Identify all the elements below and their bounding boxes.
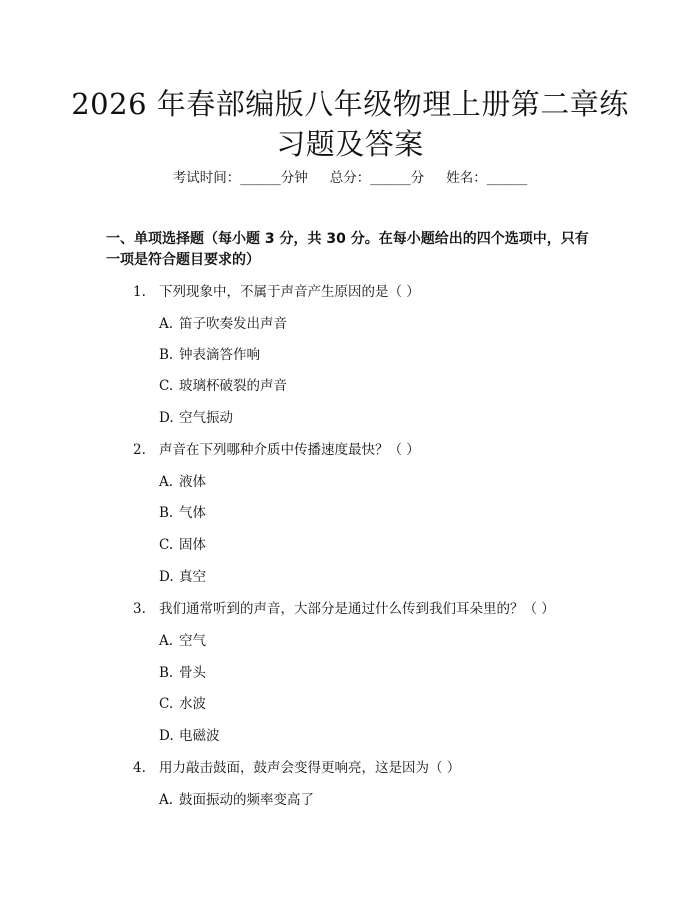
option-letter: B. — [159, 505, 174, 521]
option-text: 电磁波 — [179, 728, 220, 744]
option-text: 真空 — [179, 569, 206, 585]
question-1-option-b — [159, 346, 260, 364]
question-2 — [133, 441, 420, 459]
question-4-option-a — [159, 791, 314, 809]
question-number: 3. — [133, 601, 146, 617]
question-1-option-c — [159, 377, 287, 395]
document-title: 2026 年春部编版八年级物理上册第二章练习题及答案 — [71, 87, 629, 161]
option-letter: D. — [159, 569, 174, 585]
question-text: 下列现象中，不属于声音产生原因的是（ ） — [159, 284, 420, 300]
student-name-field: 姓名：______ — [446, 170, 528, 186]
option-text: 空气 — [179, 633, 206, 649]
question-1-option-d — [159, 409, 233, 427]
section-heading: 一、单项选择题（每小题 3 分，共 30 分。在每小题给出的四个选项中，只有一项是符合题目要求的） — [106, 231, 589, 268]
question-number: 4. — [133, 760, 146, 776]
question-1 — [133, 283, 420, 301]
question-3-option-d — [159, 727, 220, 745]
option-text: 鼓面振动的频率变高了 — [179, 792, 314, 808]
question-number: 1. — [133, 284, 146, 300]
question-4 — [133, 759, 460, 777]
option-letter: A. — [159, 316, 174, 332]
option-text: 液体 — [179, 474, 206, 490]
option-letter: C. — [159, 696, 174, 712]
option-letter: B. — [159, 347, 174, 363]
option-text: 玻璃杯破裂的声音 — [179, 378, 287, 394]
question-3 — [133, 600, 555, 618]
option-letter: A. — [159, 474, 174, 490]
question-2-option-d — [159, 568, 206, 586]
question-3-option-b — [159, 664, 206, 682]
question-2-option-c — [159, 536, 206, 554]
option-text: 气体 — [179, 505, 206, 521]
question-3-option-c — [159, 695, 206, 713]
exam-time-field: 考试时间：______分钟 — [172, 170, 308, 186]
option-text: 笛子吹奏发出声音 — [179, 316, 287, 332]
question-text: 用力敲击鼓面，鼓声会变得更响亮，这是因为（ ） — [159, 760, 461, 776]
exam-meta — [0, 169, 700, 187]
option-text: 固体 — [179, 537, 206, 553]
option-letter: D. — [159, 728, 174, 744]
option-letter: D. — [159, 410, 174, 426]
option-text: 空气振动 — [179, 410, 233, 426]
option-text: 钟表滴答作响 — [179, 347, 260, 363]
option-letter: A. — [159, 633, 174, 649]
question-1-option-a — [159, 315, 287, 333]
option-letter: C. — [159, 537, 174, 553]
total-score-field: 总分：______分 — [329, 170, 425, 186]
question-2-option-b — [159, 504, 206, 522]
question-text: 声音在下列哪种介质中传播速度最快？（ ） — [159, 442, 420, 458]
question-number: 2. — [133, 442, 146, 458]
option-text: 骨头 — [179, 665, 206, 681]
question-text: 我们通常听到的声音，大部分是通过什么传到我们耳朵里的？（ ） — [159, 601, 555, 617]
option-text: 水波 — [179, 696, 206, 712]
option-letter: B. — [159, 665, 174, 681]
question-3-option-a — [159, 632, 206, 650]
option-letter: A. — [159, 792, 174, 808]
question-2-option-a — [159, 473, 206, 491]
option-letter: C. — [159, 378, 174, 394]
